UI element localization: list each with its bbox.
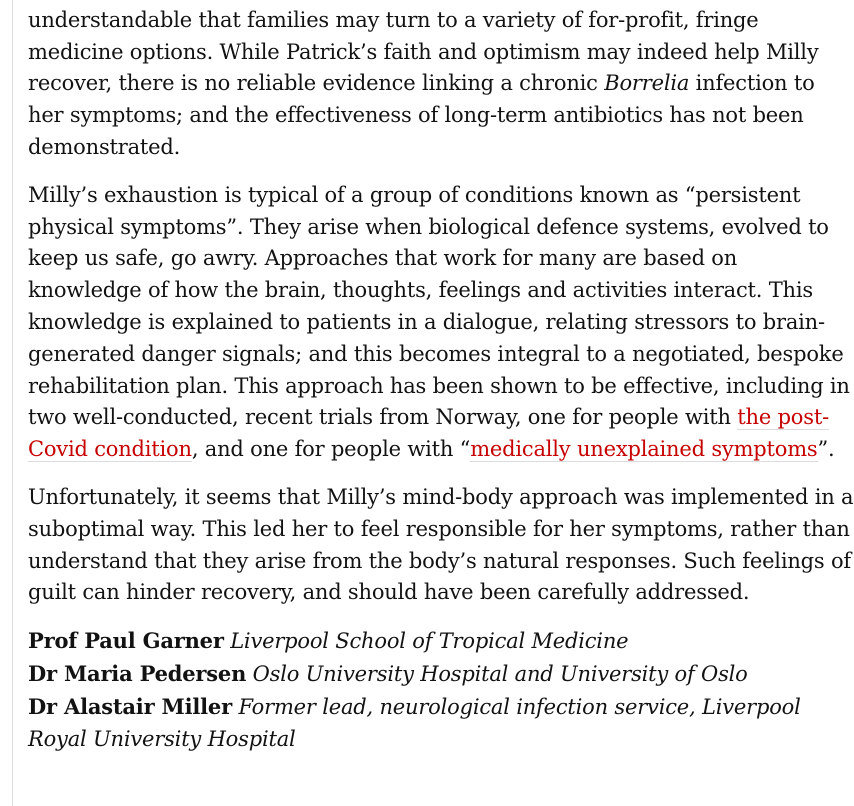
left-margin-rule: [12, 0, 13, 806]
signatory-affiliation: Oslo University Hospital and University of Oslo: [252, 661, 748, 686]
signatory: [28, 658, 854, 691]
signatory: [28, 691, 854, 756]
signatory-name: Dr Alastair Miller: [28, 693, 232, 719]
post-covid-trial-link[interactable]: the post-Covid condition: [28, 405, 829, 462]
paragraph-2-text-middle: , and one for people with “: [191, 437, 471, 462]
paragraph-2-text: Milly’s exhaustion is typical of a group of conditions known as “persistent physical symptoms”. They arise when biological defence systems, evolved to keep us safe, go awry. Approaches that work for many are based on knowledge of how the brain, thoughts, feelings and activities interact. This knowledge is explained to patients in a dialogue, relating stressors to brain-generated danger signals; and this becomes integral to a negotiated, bespoke rehabilitation plan. This approach has been shown to be effective, including in two well-conducted, recent trials from Norway, one for people with: [28, 182, 850, 430]
signatory: [28, 625, 854, 658]
paragraph-2: [28, 180, 854, 466]
paragraph-1-text-end: infection to her symptoms; and the effectiveness of long-term antibiotics has not been demonstrated.: [28, 71, 815, 159]
unexplained-symptoms-trial-link[interactable]: medically unexplained symptoms: [470, 437, 818, 462]
paragraph-3-text: Unfortunately, it seems that Milly’s mind-body approach was implemented in a suboptimal way. This led her to feel responsible for her symptoms, rather than understand that they arise from the body’s natural responses. Such feelings of guilt can hinder recovery, and should have been carefully addressed.: [28, 484, 854, 605]
signatory-affiliation: Liverpool School of Tropical Medicine: [230, 629, 629, 654]
paragraph-1: [28, 0, 854, 164]
signatory-name: Prof Paul Garner: [28, 628, 224, 654]
signatory-name: Dr Maria Pedersen: [28, 660, 247, 686]
paragraph-1-text: understandable that families may turn to a variety of for-profit, fringe medicine options. While Patrick’s faith and optimism may indeed help Milly recover, there is no reliable evidence linking a chronic: [28, 7, 819, 96]
borrelia-italic: Borrelia: [604, 71, 690, 96]
paragraph-2-text-end: ”.: [817, 437, 835, 462]
letter-body: [28, 0, 854, 755]
paragraph-3: [28, 482, 854, 609]
signatory-affiliation: Former lead, neurological infection service, Liverpool Royal University Hospital: [28, 694, 801, 751]
